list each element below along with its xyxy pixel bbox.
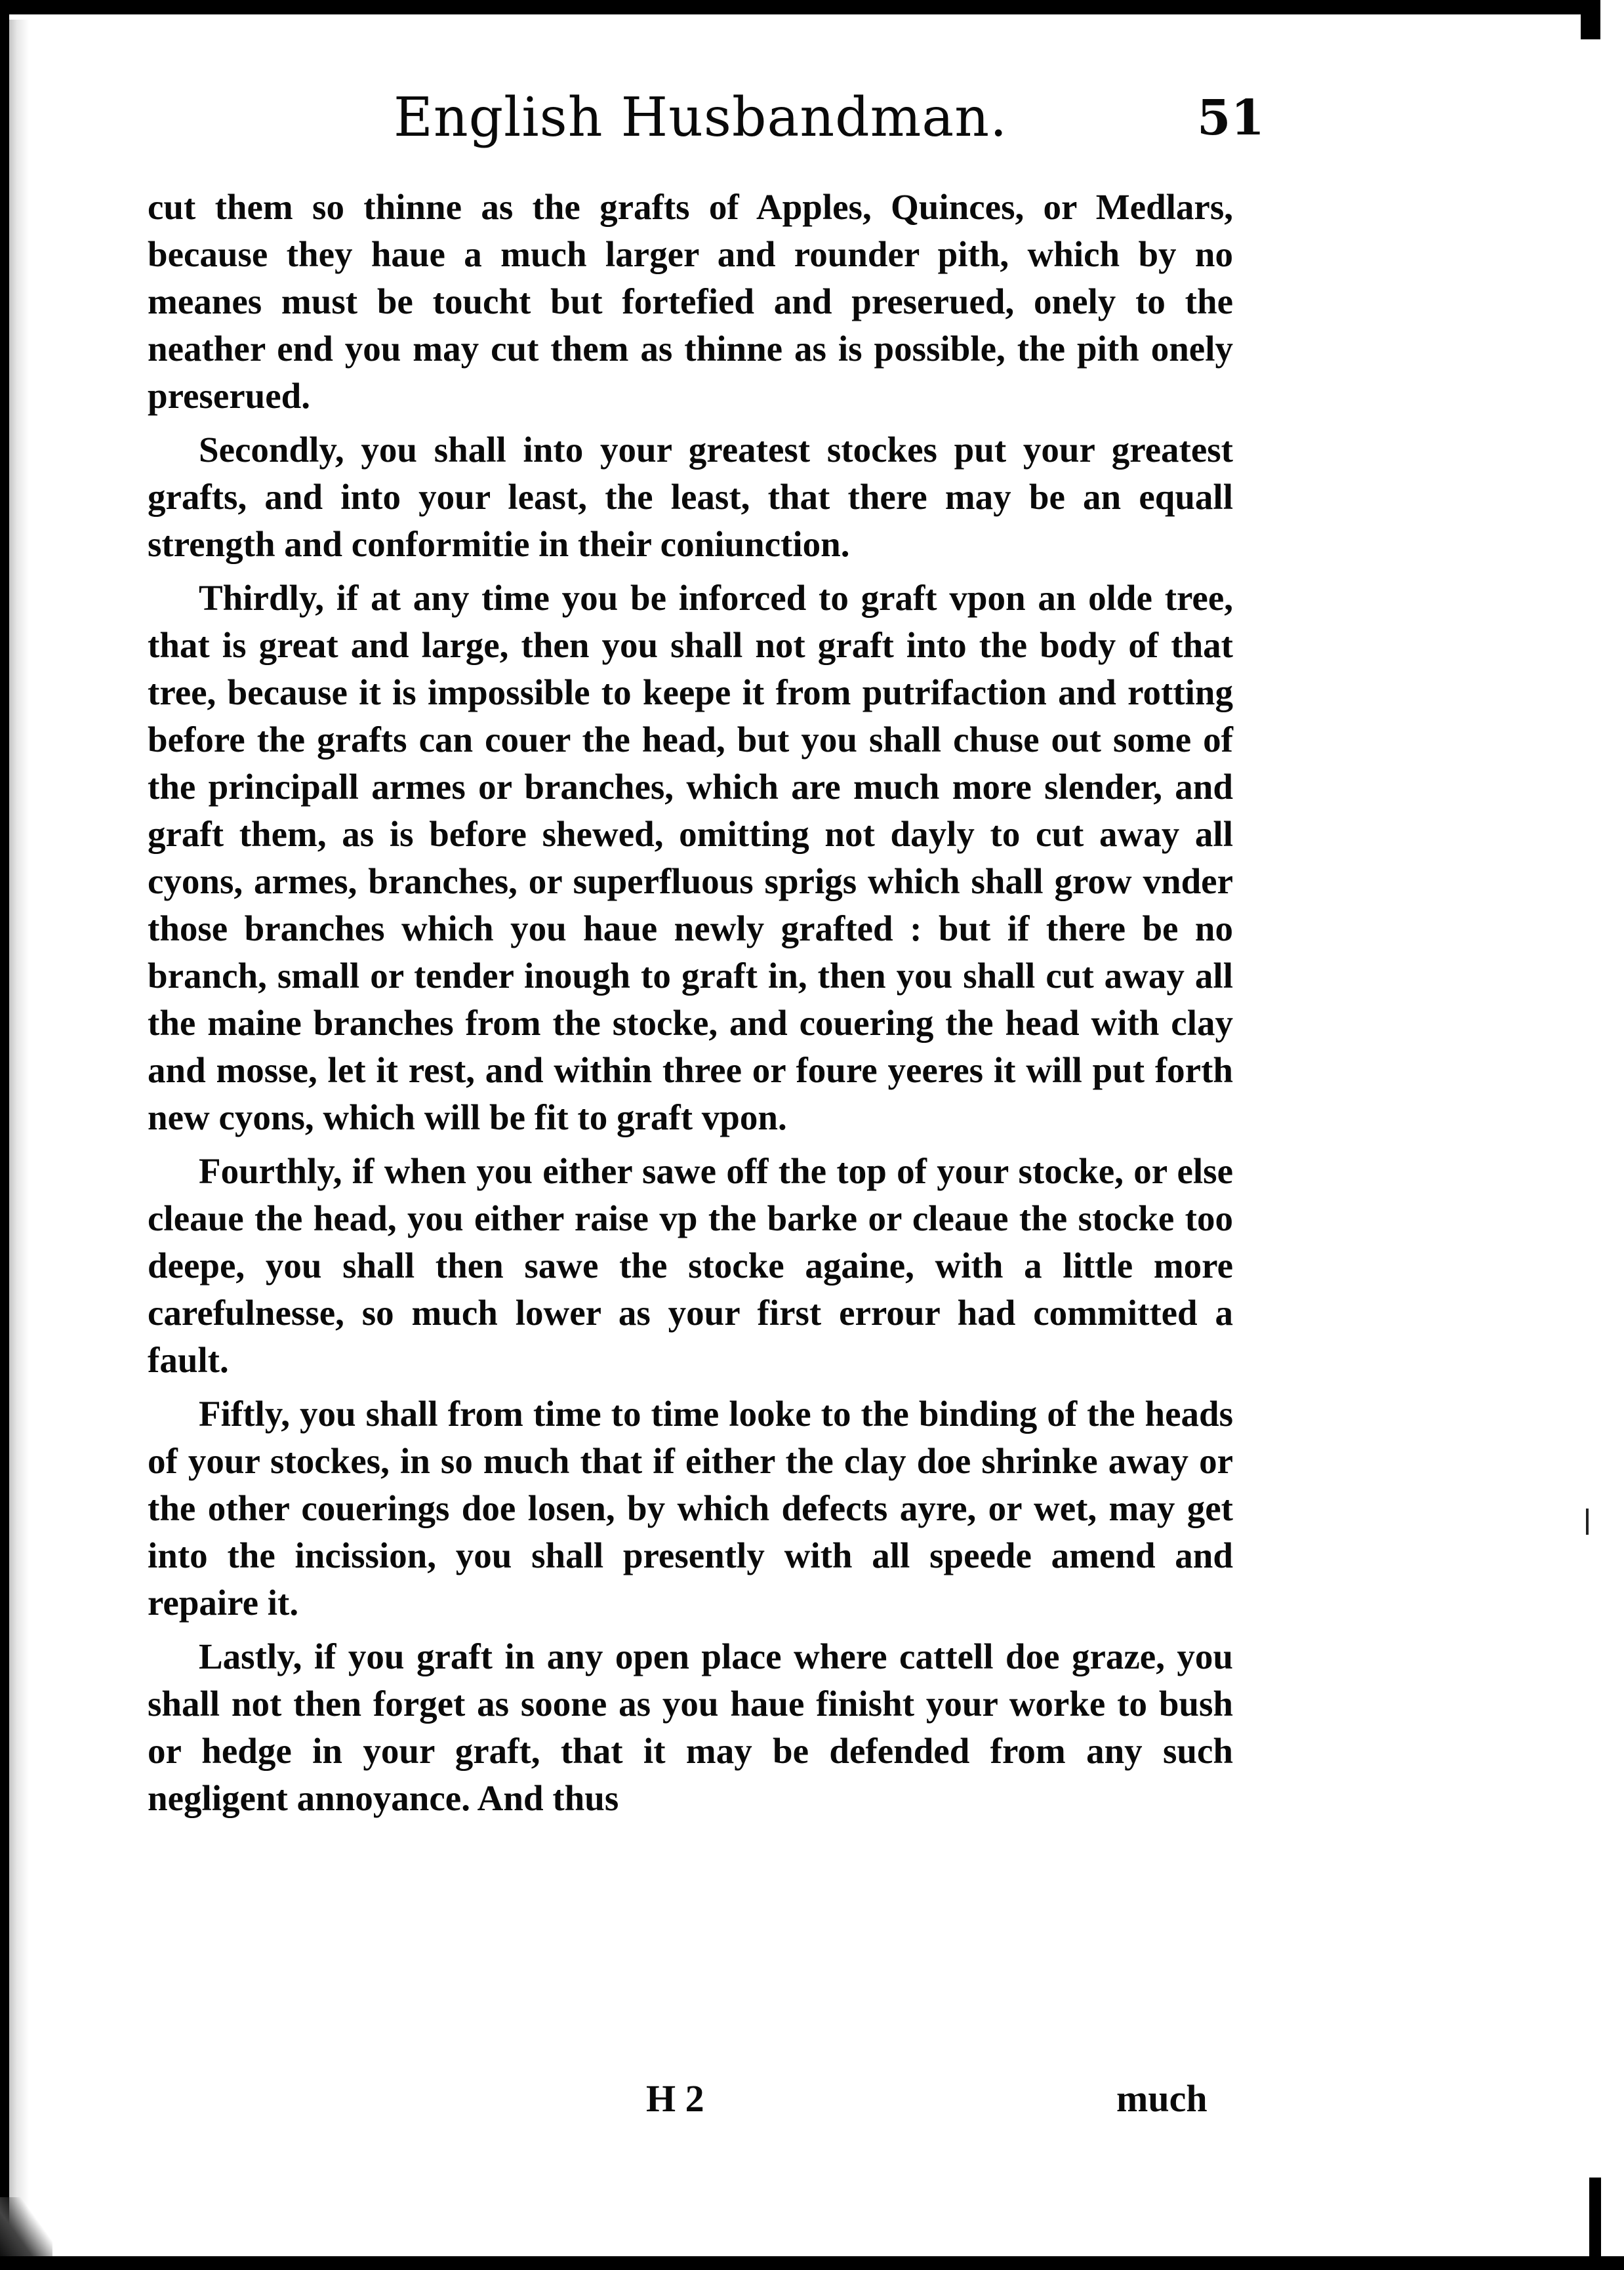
page-number: 51 [1197, 90, 1265, 146]
page-frame-bottom [0, 2256, 1624, 2270]
page-frame-corner [1581, 0, 1600, 39]
page-frame-left [0, 0, 9, 2270]
catchword: much [1116, 2077, 1208, 2120]
paragraph-thirdly: Thirdly, if at any time you be inforced to graft vpon an olde tree, that is great and large, then you shall not graft into the body of that tree, because it is impossible to keepe it from putrifaction and rotting before the grafts can couer the head, but you shall chuse out some of the principall armes or branches, which are much more slender, and graft them, as is before shewed, omitting not dayly to cut away all cyons, armes, branches, or superfluous sprigs which shall grow vnder those branches which you haue newly grafted : but if there be no branch, small or tender inough to graft in, then you shall cut away all the maine branches from the stocke, and couering the head with clay and mosse, let it rest, and within three or foure yeeres it will put forth new cyons, which will be fit to graft vpon. [148, 578, 1233, 1137]
paragraph-secondly: Secondly, you shall into your greatest stockes put your greatest grafts, and into your least, the least, that there may be an equall strength and conformitie in their coniunction. [148, 430, 1233, 564]
running-title: English Husbandman. [394, 87, 1008, 149]
paragraph-fourthly: Fourthly, if when you either sawe off the top of your stocke, or else cleaue the head, you either raise vp the barke or cleaue the stocke too deepe, you shall then sawe the stocke againe, with a little more carefulnesse, so much lower as your first errour had committed a fault. [148, 1151, 1233, 1380]
page-frame-right-mark [1589, 2178, 1601, 2256]
page-header [394, 82, 1299, 167]
page-gutter-shadow [9, 20, 29, 2270]
body-text [148, 184, 1233, 1829]
page-edge-tick [1586, 1509, 1589, 1535]
page-frame-top [0, 0, 1600, 14]
paragraph-fiftly: Fiftly, you shall from time to time looke to the binding of the heads of your stockes, in so much that if either the clay doe shrinke away or the other couerings doe losen, by which defects ayre, or wet, may get into the incission, you shall presently with all speede amend and repaire it. [148, 1394, 1233, 1623]
paragraph-lastly: Lastly, if you graft in any open place where cattell doe graze, you shall not then forget as soone as you haue finisht your worke to bush or hedge in your graft, that it may be defended from any such negligent annoyance. And thus [148, 1636, 1233, 1818]
paragraph-continuation: cut them so thinne as the grafts of Apples, Quinces, or Medlars, because they haue a much larger and rounder pith, which by no meanes must be toucht but fortefied and preserued, onely to the neather end you may cut them as thinne as is possible, the pith onely preserued. [148, 187, 1233, 416]
signature-mark: H 2 [646, 2077, 704, 2120]
